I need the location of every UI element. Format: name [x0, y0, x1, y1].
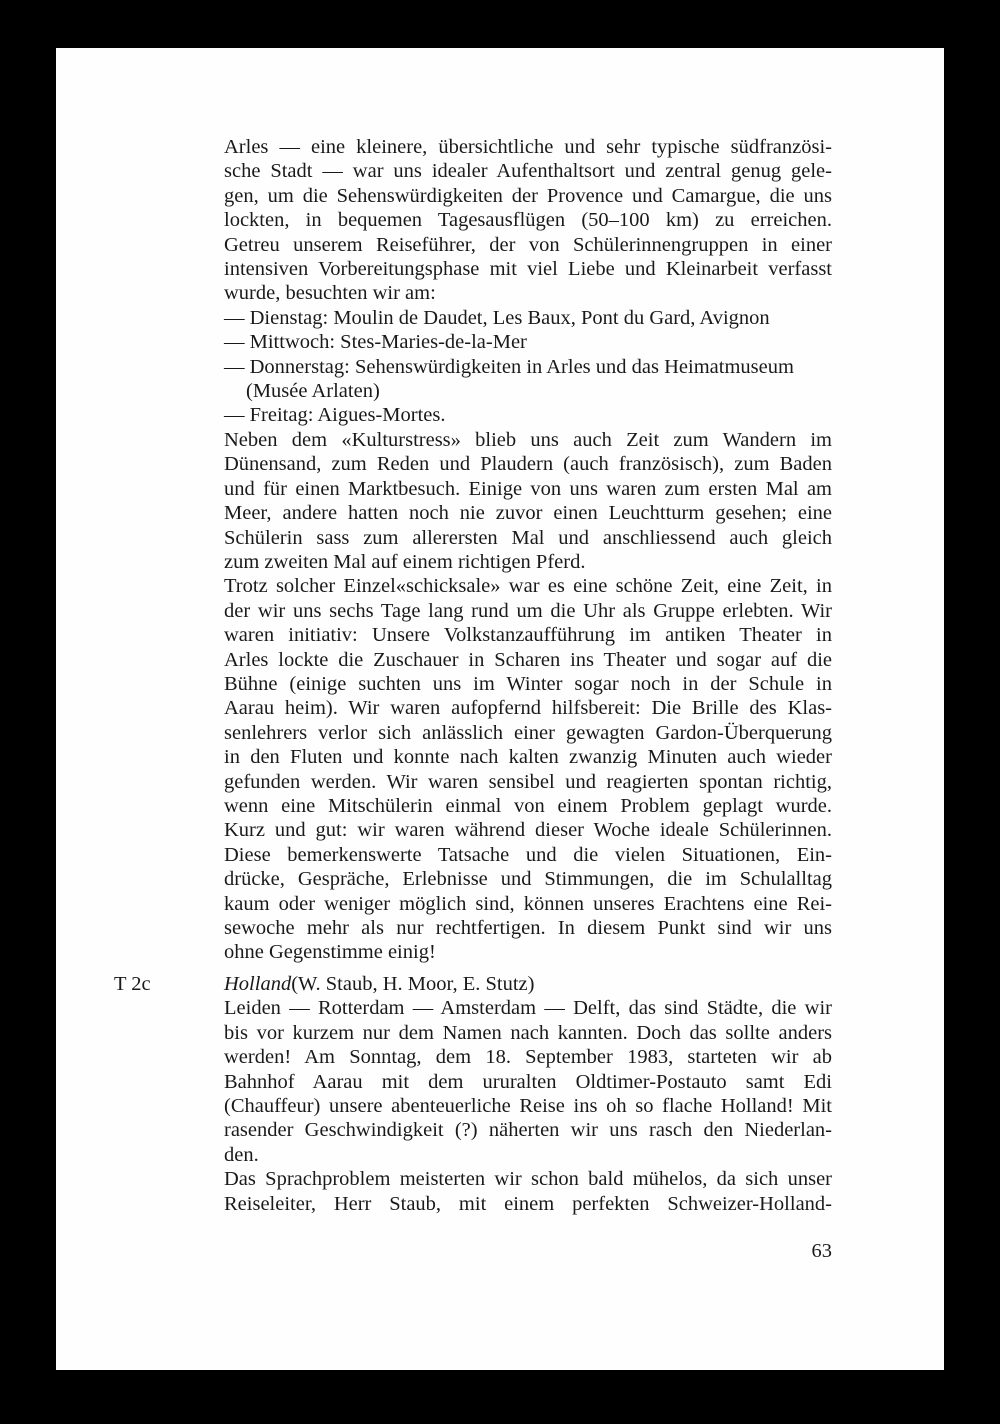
text-line: sewoche mehr als nur rechtfertigen. In diesem Punkt sind wir uns	[224, 917, 832, 939]
text-line: Reiseleiter, Herr Staub, mit einem perfekten Schweizer-Holland-	[224, 1192, 832, 1215]
text-line: senlehrers verlor sich anlässlich einer gewagten Gardon-Überquerung	[224, 721, 832, 744]
text-line: Bühne (einige suchten uns im Winter sogar noch in der Schule in	[224, 672, 832, 695]
document-page	[56, 48, 944, 1370]
text-line: waren initiativ: Unsere Volkstanzaufführung im antiken Theater in	[224, 624, 832, 647]
text-line: in den Fluten und konnte nach kalten zwanzig Minuten auch wieder	[224, 746, 832, 769]
section-title: Holland	[224, 973, 292, 995]
text-line: rasender Geschwindigkeit (?) näherten wir uns rasch den Niederlan-	[224, 1119, 832, 1142]
text-line: Neben dem «Kulturstress» blieb uns auch Zeit zum Wandern im	[224, 428, 832, 451]
list-item: — Mittwoch: Stes-Maries-de-la-Mer	[224, 331, 527, 354]
text-line: intensiven Vorbereitungsphase mit viel Liebe und Kleinarbeit verfasst	[224, 258, 832, 281]
text-line: werden! Am Sonntag, dem 18. September 1983, starteten wir ab	[224, 1046, 832, 1069]
text-line: der wir uns sechs Tage lang rund um die Uhr als Gruppe erlebten. Wir	[224, 599, 832, 622]
arles-section	[224, 135, 832, 965]
text-line: lockten, in bequemen Tagesausflügen (50–100 km) zu erreichen.	[224, 209, 832, 232]
text-line: den.	[224, 1143, 259, 1166]
text-line: Leiden — Rotterdam — Amsterdam — Delft, das sind Städte, die wir	[224, 997, 832, 1020]
section-label: T 2c	[114, 973, 151, 995]
text-line: Schülerin sass zum allerersten Mal und anschliessend auch gleich	[224, 526, 832, 549]
text-line: ohne Gegenstimme einig!	[224, 941, 436, 964]
holland-section	[224, 972, 832, 1216]
text-line: Kurz und gut: wir waren während dieser Woche ideale Schülerinnen.	[224, 819, 832, 842]
text-line: gefunden werden. Wir waren sensibel und reagierten spontan richtig,	[224, 770, 832, 793]
text-line: gen, um die Sehenswürdigkeiten der Provence und Camargue, die uns	[224, 184, 832, 207]
text-line: wenn eine Mitschülerin einmal von einem Problem geplagt wurde.	[224, 794, 832, 817]
text-line: Meer, andere hatten noch nie zuvor einen Leuchtturm gesehen; eine	[224, 502, 832, 525]
list-item: — Dienstag: Moulin de Daudet, Les Baux, Pont du Gard, Avignon	[224, 306, 770, 329]
text-line: sche Stadt — war uns idealer Aufenthaltsort und zentral genug gele-	[224, 160, 832, 183]
text-line: kaum oder weniger möglich sind, können unseres Erachtens eine Rei-	[224, 892, 832, 915]
text-line: Trotz solcher Einzel«schicksale» war es eine schöne Zeit, eine Zeit, in	[224, 575, 832, 598]
list-item: — Freitag: Aigues-Mortes.	[224, 404, 446, 427]
list-item-continuation: (Musée Arlaten)	[246, 380, 380, 403]
text-line: Arles lockte die Zuschauer in Scharen ins Theater und sogar auf die	[224, 648, 832, 671]
text-line: bis vor kurzem nur dem Namen nach kannten. Doch das sollte anders	[224, 1021, 832, 1044]
text-line: Getreu unserem Reiseführer, der von Schülerinnengruppen in einer	[224, 233, 832, 256]
text-line: Arles — eine kleinere, übersichtliche und sehr typische südfranzösi-	[224, 136, 832, 158]
text-line: Das Sprachproblem meisterten wir schon bald mühelos, da sich unser	[224, 1168, 832, 1191]
section-authors: (W. Staub, H. Moor, E. Stutz)	[291, 973, 535, 995]
text-line: Diese bemerkenswerte Tatsache und die vielen Situationen, Ein-	[224, 843, 832, 866]
page-number: 63	[811, 1240, 832, 1262]
text-line: Bahnhof Aarau mit dem ururalten Oldtimer-Postauto samt Edi	[224, 1070, 832, 1093]
text-line: Dünensand, zum Reden und Plaudern (auch französisch), zum Baden	[224, 453, 832, 476]
text-line: und für einen Marktbesuch. Einige von uns waren zum ersten Mal am	[224, 477, 832, 500]
list-item: — Donnerstag: Sehenswürdigkeiten in Arles und das Heimatmuseum	[224, 355, 794, 378]
text-line: wurde, besuchten wir am:	[224, 282, 436, 305]
text-line: Aarau heim). Wir waren aufopfernd hilfsbereit: Die Brille des Klas-	[224, 697, 832, 720]
section-heading	[224, 972, 832, 996]
text-line: zum zweiten Mal auf einem richtigen Pferd.	[224, 550, 586, 573]
text-line: drücke, Gespräche, Erlebnisse und Stimmungen, die im Schulalltag	[224, 868, 832, 891]
text-line: (Chauffeur) unsere abenteuerliche Reise ins oh so flache Holland! Mit	[224, 1095, 832, 1118]
